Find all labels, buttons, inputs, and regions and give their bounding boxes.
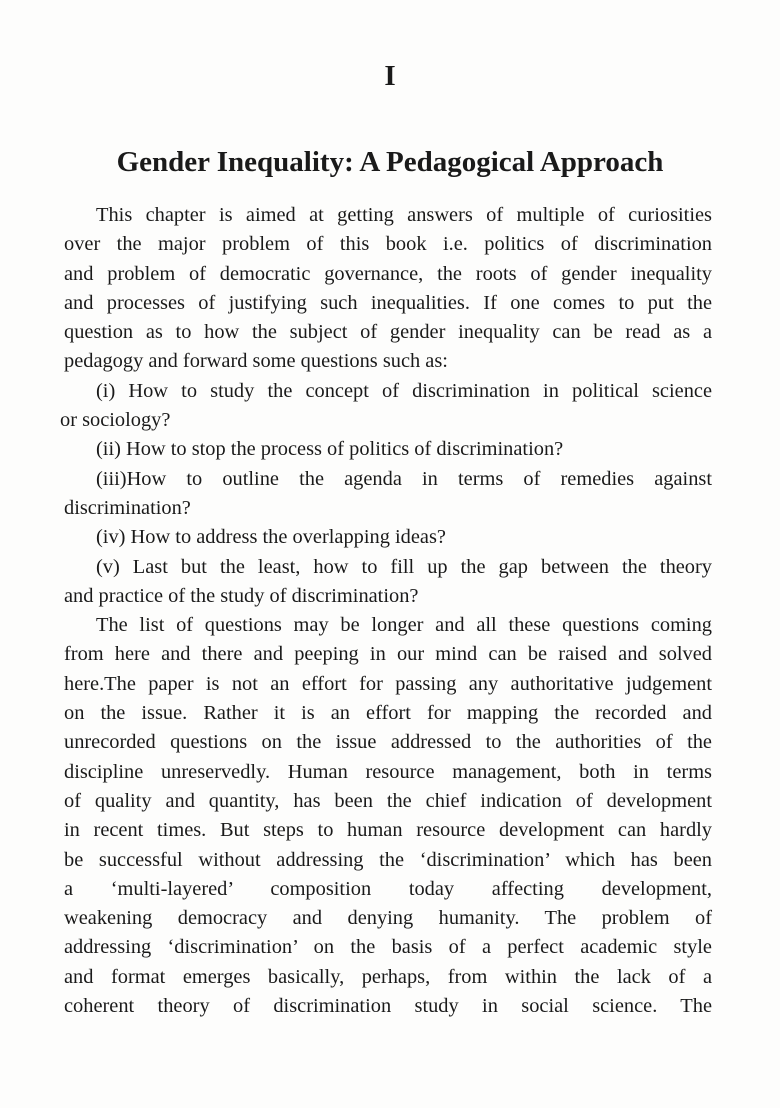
text-line: (iv) How to address the overlapping ideas? xyxy=(96,526,446,549)
text-line: a ‘multi-layered’ composition today affecting development, xyxy=(64,877,712,900)
text-line: weakening democracy and denying humanity. The problem of xyxy=(64,907,712,930)
text-line: over the major problem of this book i.e. politics of discrimination xyxy=(64,233,712,256)
text-line: addressing ‘discrimination’ on the basis of a perfect academic style xyxy=(64,936,712,959)
chapter-body xyxy=(60,201,712,1021)
text-line: here.The paper is not an effort for passing any authoritative judgement xyxy=(64,672,712,695)
text-line: unrecorded questions on the issue addressed to the authorities of the xyxy=(64,731,712,754)
text-line: (i) How to study the concept of discrimination in political science xyxy=(96,379,712,402)
text-line: and practice of the study of discrimination? xyxy=(64,584,419,607)
text-line: discrimination? xyxy=(64,496,191,519)
text-line: coherent theory of discrimination study in social science. The xyxy=(64,995,712,1018)
text-line: This chapter is aimed at getting answers of multiple of curiosities xyxy=(96,204,712,226)
question-item-iv xyxy=(64,523,712,552)
chapter-title: Gender Inequality: A Pedagogical Approach xyxy=(116,146,664,178)
text-line: discipline unreservedly. Human resource management, both in terms xyxy=(64,760,712,783)
text-line: pedagogy and forward some questions such as: xyxy=(64,350,448,373)
text-line: and problem of democratic governance, the roots of gender inequality xyxy=(64,262,712,285)
question-item-iii xyxy=(64,465,712,524)
intro-paragraph xyxy=(64,201,712,377)
text-line: in recent times. But steps to human resource development can hardly xyxy=(64,819,712,842)
text-line: The list of questions may be longer and all these questions coming xyxy=(96,614,712,637)
text-line: and processes of justifying such inequalities. If one comes to put the xyxy=(64,291,712,314)
text-line: (ii) How to stop the process of politics of discrimination? xyxy=(96,438,564,461)
text-line: of quality and quantity, has been the chief indication of development xyxy=(64,789,712,812)
question-item-v xyxy=(64,553,712,612)
question-item-i xyxy=(60,377,712,436)
text-line: from here and there and peeping in our mind can be raised and solved xyxy=(64,643,712,666)
text-line: be successful without addressing the ‘discrimination’ which has been xyxy=(64,848,712,871)
text-line: or sociology? xyxy=(60,409,171,432)
text-line: (iii)How to outline the agenda in terms of remedies against xyxy=(96,467,712,490)
text-line: and format emerges basically, perhaps, from within the lack of a xyxy=(64,965,712,988)
question-item-ii xyxy=(64,435,712,464)
text-line: on the issue. Rather it is an effort for mapping the recorded and xyxy=(64,702,712,725)
body-paragraph xyxy=(64,611,712,1021)
text-line: question as to how the subject of gender inequality can be read as a xyxy=(64,321,712,344)
chapter-number: I xyxy=(384,60,396,92)
text-line: (v) Last but the least, how to fill up the gap between the theory xyxy=(96,555,712,578)
